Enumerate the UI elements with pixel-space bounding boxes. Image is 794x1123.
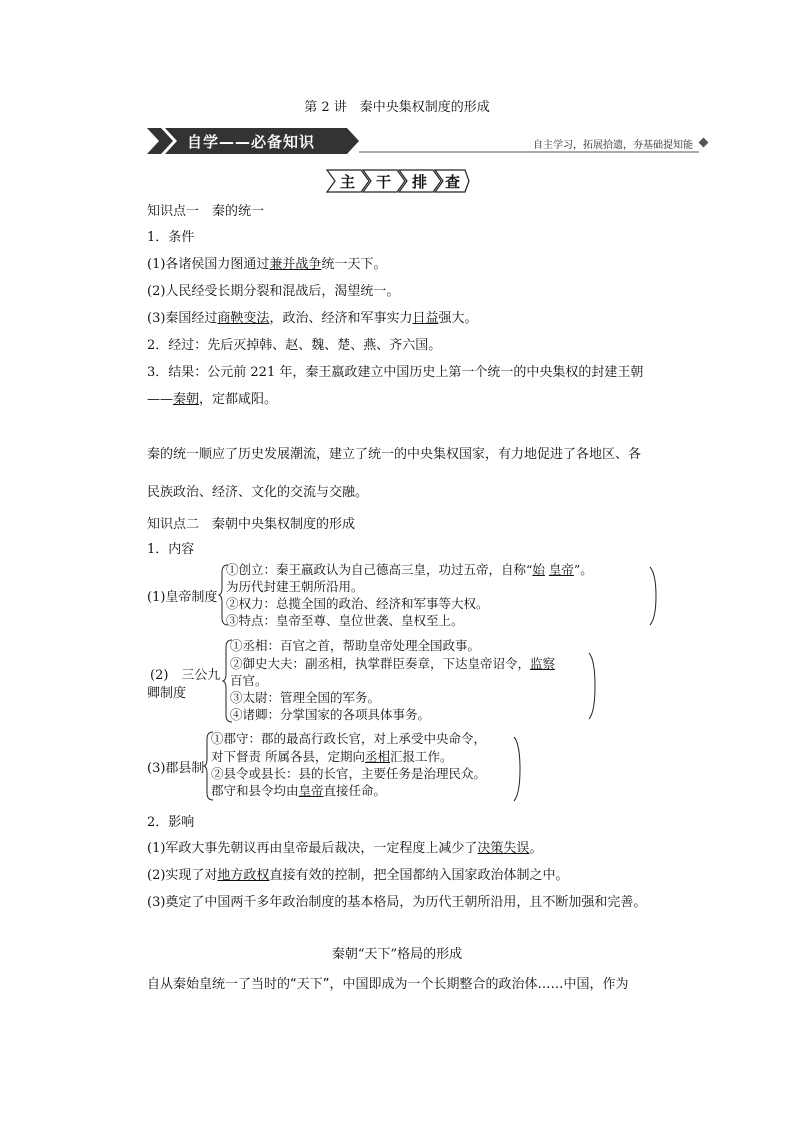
extra-title: 秦朝“天下”格局的形成 [331,947,463,962]
section-banner [147,128,707,154]
sangong-line-3: 百官。 [230,673,268,688]
header-char-4: 查 [445,173,461,191]
kp2-s1: 1．内容 [147,542,195,557]
banner-subtitle: 自主学习，拓展拾遗，夯基础提知能 [533,140,693,151]
text: ①创立：秦王嬴政认为自己德高三皇，功过五帝，自称“ [226,562,533,577]
kp1-heading: 知识点一 秦的统一 [147,204,265,219]
banner-title-left: 自学 [187,133,220,151]
emperor-line-4: ③特点：皇帝至尊、皇位世袭、皇权至上。 [226,613,464,628]
kp1-condition-1 [147,253,386,272]
banner-dash: —— [219,133,252,151]
header-char-1: 主 [340,173,356,191]
junxian-line-4 [211,781,386,799]
junxian-line-1: ①郡守：郡的最高行政长官，对上承受中央命令， [211,731,487,746]
kp1-s3-line2 [147,388,277,407]
text: 汇报工作。 [390,749,453,764]
answer-underline: 兼并战争 [269,257,322,272]
right-brace-icon [512,736,522,802]
text: ，政治、经济和军事实力 [269,311,413,326]
answer-underline: 始 [532,562,545,577]
note-line-1: 秦的统一顺应了历史发展潮流，建立了统一的中央集权国家，有力地促进了各地区、各 [147,447,642,462]
sangong-label-b: 卿制度 [147,686,187,701]
answer-underline: 决策失误 [477,841,530,856]
impact-1 [147,837,542,856]
sangong-line-4: ③太尉：管理全国的军务。 [230,690,381,705]
right-brace-icon [587,652,597,720]
impact-3: (3)奠定了中国两千多年政治制度的基本格局，为历代王朝所沿用，且不断加强和完善。 [147,895,647,910]
kp1-condition-2: (2)人民经受长期分裂和混战后，渴望统一。 [147,284,400,299]
emperor-line-1 [226,560,593,578]
kp1-condition-3 [147,307,477,326]
banner-title-right: 必备知识 [251,133,316,151]
text: 直接有效的控制，把全国都纳入国家政治体制之中。 [269,868,569,883]
impact-2 [147,864,568,883]
emperor-line-2: 为历代封建王朝所沿用。 [226,579,364,594]
right-brace-icon [648,566,658,626]
text: 郡守和县令均由 [211,783,299,798]
sangong-line-2 [230,654,555,672]
kp1-s3-line1: 3．结果：公元前 221 年，秦王嬴政建立中国历史上第一个统一的中央集权的封建王朝 [147,365,644,380]
text: (3)秦国经过 [147,311,218,326]
junxian-line-2 [211,747,453,765]
answer-underline: 秦朝 [173,392,200,407]
answer-underline: 丞相 [364,749,390,764]
text: (1)军政大事先朝议再由皇帝最后裁决，一定程度上减少了 [147,841,478,856]
header-char-3: 排 [412,173,428,191]
junxian-label: (3)郡县制 [147,761,205,776]
answer-underline: 皇帝 [548,562,574,577]
text: (1)各诸侯国力图通过 [147,257,270,272]
answer-underline: 日益 [412,311,439,326]
sangong-line-5: ④诸卿：分掌国家的各项具体事务。 [230,707,431,722]
note-line-2: 民族政治、经济、文化的交流与交融。 [147,485,369,500]
text: 对下督责 所属各县，定期向 [211,749,365,764]
emperor-line-3: ②权力：总揽全国的政治、经济和军事等大权。 [226,596,489,611]
text: 。 [529,841,543,856]
text: 统一天下。 [321,257,387,272]
header-char-2: 干 [376,173,392,191]
emperor-system-label: (1)皇帝制度 [147,590,218,605]
text: (2)实现了对 [147,868,218,883]
kp2-s2: 2．影响 [147,815,195,830]
kp1-s2: 2．经过：先后灭掉韩、赵、魏、楚、燕、齐六国。 [147,338,442,353]
text: —— [147,392,173,407]
sangong-line-1: ①丞相：百官之首，帮助皇帝处理全国政事。 [230,638,481,653]
text: ，定都咸阳。 [199,392,278,407]
answer-underline: 监察 [530,656,556,671]
text: ”。 [573,562,593,577]
text: ②御史大夫：副丞相，执掌群臣奏章，下达皇帝诏令， [230,656,531,671]
answer-underline: 地方政权 [217,868,270,883]
text: 直接任命。 [323,783,387,798]
extra-paragraph: 自从秦始皇统一了当时的“天下”，中国即成为一个长期整合的政治体……中国，作为 [147,977,629,992]
junxian-line-3: ②县令或县长：县的长官，主要任务是治理民众。 [211,766,487,781]
section-header-zhugan [325,168,471,194]
sangong-label-a: (2) 三公九 [150,668,221,683]
answer-underline: 皇帝 [298,783,324,798]
page-title: 第 2 讲 秦中央集权制度的形成 [304,100,490,115]
answer-underline: 商鞅变法 [217,311,270,326]
text: 强大。 [438,311,478,326]
banner-title [187,131,315,152]
kp2-heading: 知识点二 秦朝中央集权制度的形成 [147,517,356,532]
kp1-s1: 1．条件 [147,230,195,245]
